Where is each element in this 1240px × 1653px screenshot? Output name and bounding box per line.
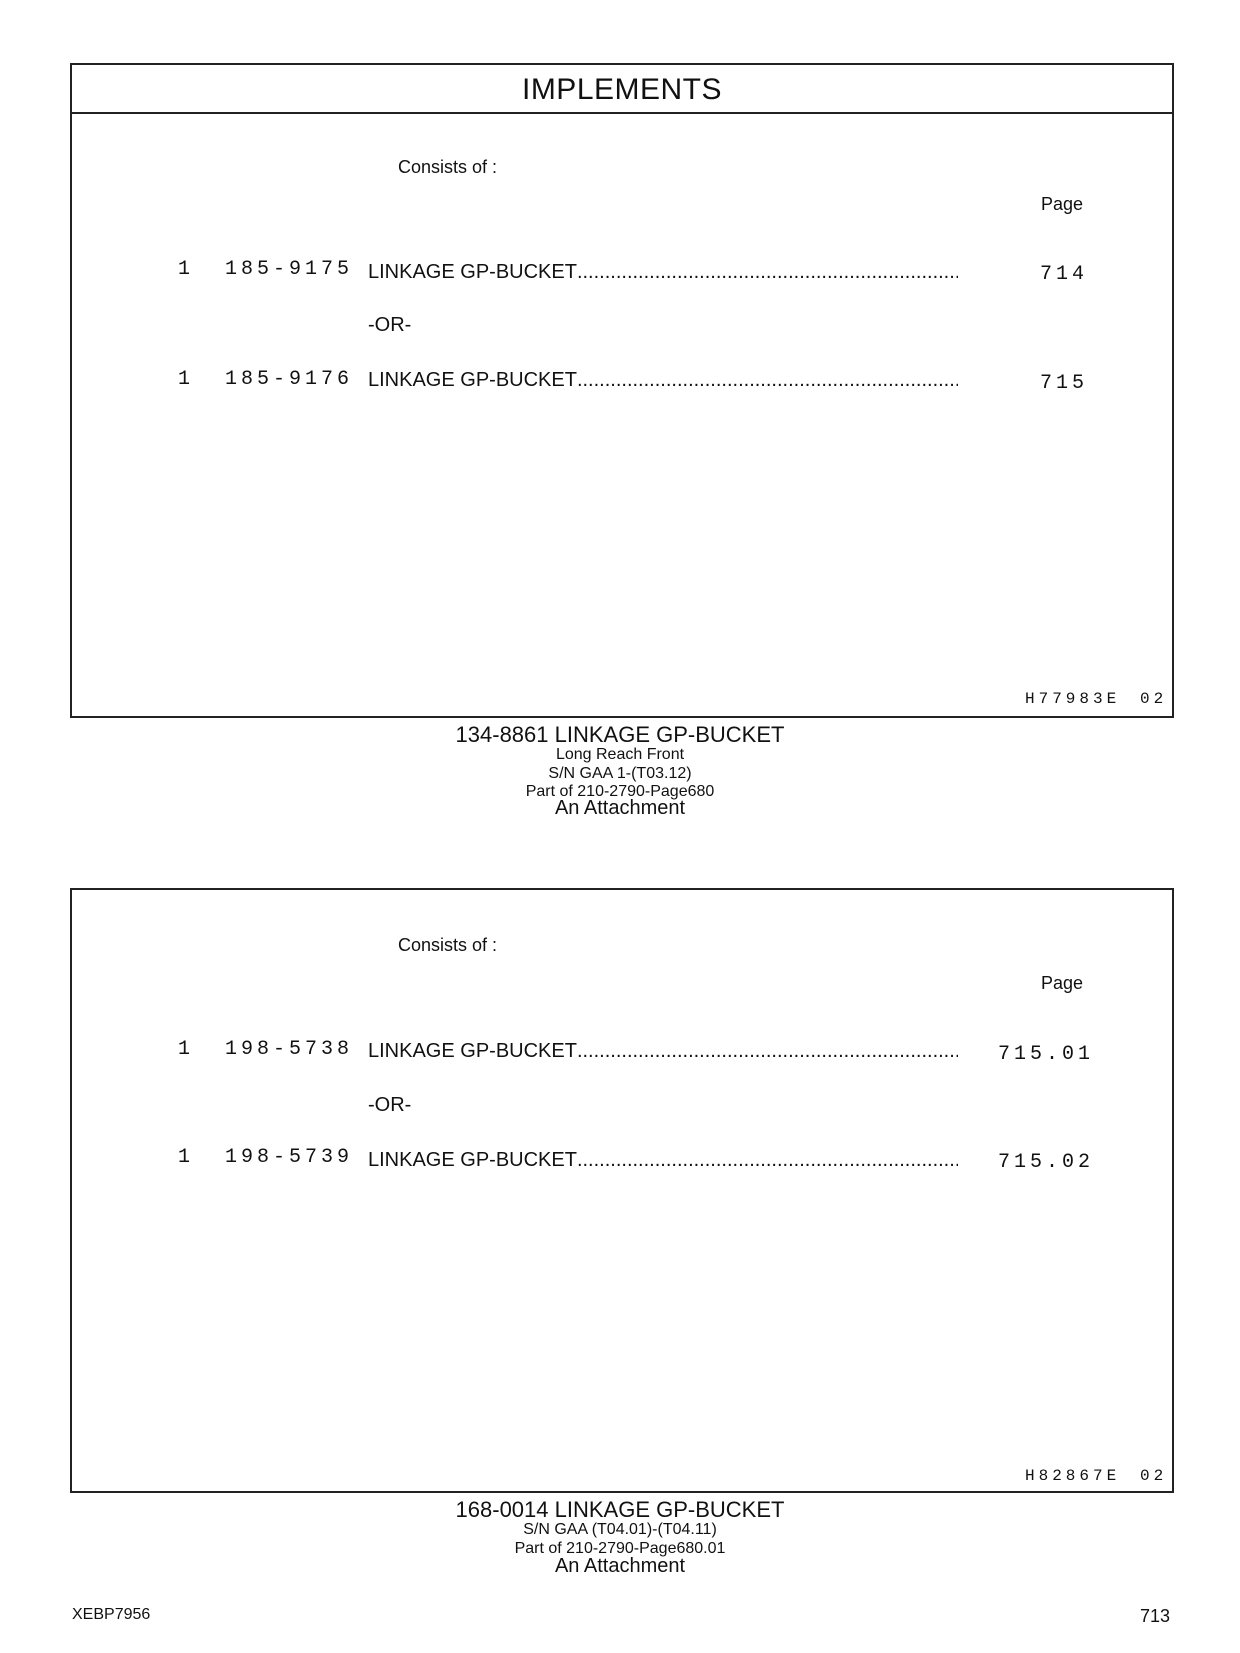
item-description <box>368 369 958 392</box>
illustration-ref-code: H82867E <box>1025 1467 1121 1485</box>
item-page-ref: 714 <box>1040 263 1089 286</box>
item-description <box>368 261 958 284</box>
group-caption-line: Part of 210-2790-Page680 <box>525 783 715 800</box>
item-description-text: LINKAGE GP-BUCKET <box>368 1040 577 1062</box>
page-column-label: Page <box>1041 973 1084 993</box>
dot-leader <box>577 1149 958 1172</box>
illustration-ref-rev: 02 <box>1140 1467 1168 1485</box>
group-caption-line: Long Reach Front <box>555 746 685 763</box>
item-description-text: LINKAGE GP-BUCKET <box>368 369 577 391</box>
item-page-ref: 715.01 <box>998 1043 1095 1066</box>
footer-doc-id: XEBP7956 <box>72 1606 151 1623</box>
group-caption-line: S/N GAA 1-(T03.12) <box>548 765 692 782</box>
item-description <box>368 1149 958 1172</box>
illustration-ref-code: H77983E <box>1025 690 1121 708</box>
page-column-label: Page <box>1041 194 1084 214</box>
item-qty: 1 <box>178 1038 191 1061</box>
footer-page-number: 713 <box>1140 1606 1171 1626</box>
dot-leader <box>577 261 958 284</box>
group-caption-line: S/N GAA (T04.01)-(T04.11) <box>523 1521 717 1538</box>
or-separator: -OR- <box>368 314 412 336</box>
implements-panel-2 <box>70 888 1174 1493</box>
group-caption-line: Part of 210-2790-Page680.01 <box>514 1540 726 1557</box>
section-title-bar <box>72 65 1172 114</box>
item-description <box>368 1040 958 1063</box>
dot-leader <box>577 369 958 392</box>
group-caption-title: 134-8861 LINKAGE GP-BUCKET <box>455 722 785 747</box>
illustration-ref-rev: 02 <box>1140 690 1168 708</box>
item-qty: 1 <box>178 1146 191 1169</box>
item-page-ref: 715.02 <box>998 1151 1095 1174</box>
item-qty: 1 <box>178 368 191 391</box>
item-page-ref: 715 <box>1040 372 1089 395</box>
item-part-number: 198-5739 <box>225 1146 354 1169</box>
section-title: IMPLEMENTS <box>521 73 723 106</box>
item-description-text: LINKAGE GP-BUCKET <box>368 261 577 283</box>
item-part-number: 185-9176 <box>225 368 354 391</box>
consists-of-label: Consists of : <box>398 935 498 955</box>
item-part-number: 185-9175 <box>225 258 354 281</box>
or-separator: -OR- <box>368 1094 412 1116</box>
consists-of-label: Consists of : <box>398 157 498 177</box>
dot-leader <box>577 1040 958 1063</box>
item-part-number: 198-5738 <box>225 1038 354 1061</box>
item-description-text: LINKAGE GP-BUCKET <box>368 1149 577 1171</box>
item-qty: 1 <box>178 258 191 281</box>
group-caption-attachment: An Attachment <box>554 797 686 819</box>
group-caption-attachment: An Attachment <box>554 1555 686 1577</box>
group-caption-title: 168-0014 LINKAGE GP-BUCKET <box>455 1497 785 1522</box>
